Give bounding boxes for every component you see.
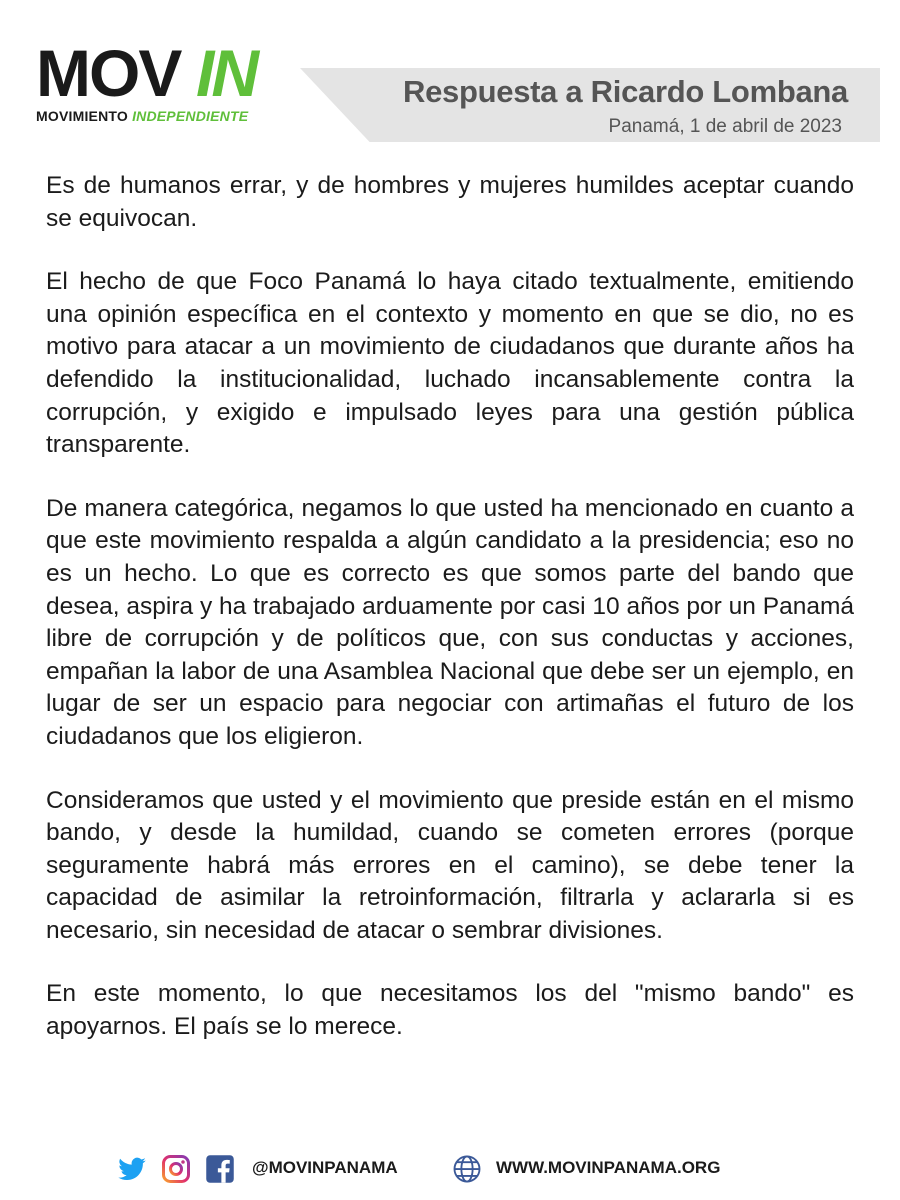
document-footer [0,1148,900,1188]
twitter-icon[interactable] [117,1154,147,1184]
logo-subtitle-accent: INDEPENDIENTE [132,108,249,124]
document-date: Panamá, 1 de abril de 2023 [608,116,842,137]
paragraph-5: En este momento, lo que necesitamos los del "mismo bando" es apoyarnos. El país se lo merece. [46,980,854,1041]
paragraph-3: De manera categórica, negamos lo que usted ha mencionado en cuanto a que este movimiento respalda a algún candidato a la presidencia; eso no es un hecho. Lo que es correcto es que somos parte del bando que desea, aspira y ha trabajado arduamente por casi 10 años por un Panamá libre de corrupción y de políticos que, con sus conductas y acciones, empañan la labor de una Asamblea Nacional que debe ser un ejemplo, en lugar de ser un espacio para negociar con artimañas el futuro de los ciudadanos que los eligieron. [46,494,854,750]
globe-icon [452,1154,482,1184]
document-header [0,0,900,160]
website-link[interactable]: WWW.MOVINPANAMA.ORG [496,1158,721,1177]
letter-body [46,170,854,1075]
instagram-icon[interactable] [161,1154,191,1184]
paragraph-2: El hecho de que Foco Panamá lo haya citado textualmente, emitiendo una opinión específica en el contexto y momento en que se dio, no es motivo para atacar a un movimiento de ciudadanos que durante años ha defendido la institucionalidad, luchado incansablemente contra la corrupción, y exigido e impulsado leyes para una gestión pública transparente. [46,268,854,459]
logo-subtitle-main: MOVIMIENTO [36,108,128,124]
facebook-icon[interactable] [205,1154,235,1184]
social-handle[interactable]: @MOVINPANAMA [252,1158,398,1177]
movin-logo [36,36,306,128]
document-title: Respuesta a Ricardo Lombana [403,74,848,109]
logo-wordmark-mov: MOV [36,36,181,110]
paragraph-4: Consideramos que usted y el movimiento que preside están en el mismo bando, y desde la humildad, cuando se cometen errores (porque seguramente habrá más errores en el camino), se debe tener la capacidad de asimilar la retroinformación, filtrarla y aclararla si es necesario, sin necesidad de atacar o sembrar divisiones. [46,786,854,944]
paragraph-1: Es de humanos errar, y de hombres y mujeres humildes aceptar cuando se equivocan. [46,172,854,232]
logo-wordmark-in: IN [196,36,256,110]
logo-subtitle [36,108,248,124]
